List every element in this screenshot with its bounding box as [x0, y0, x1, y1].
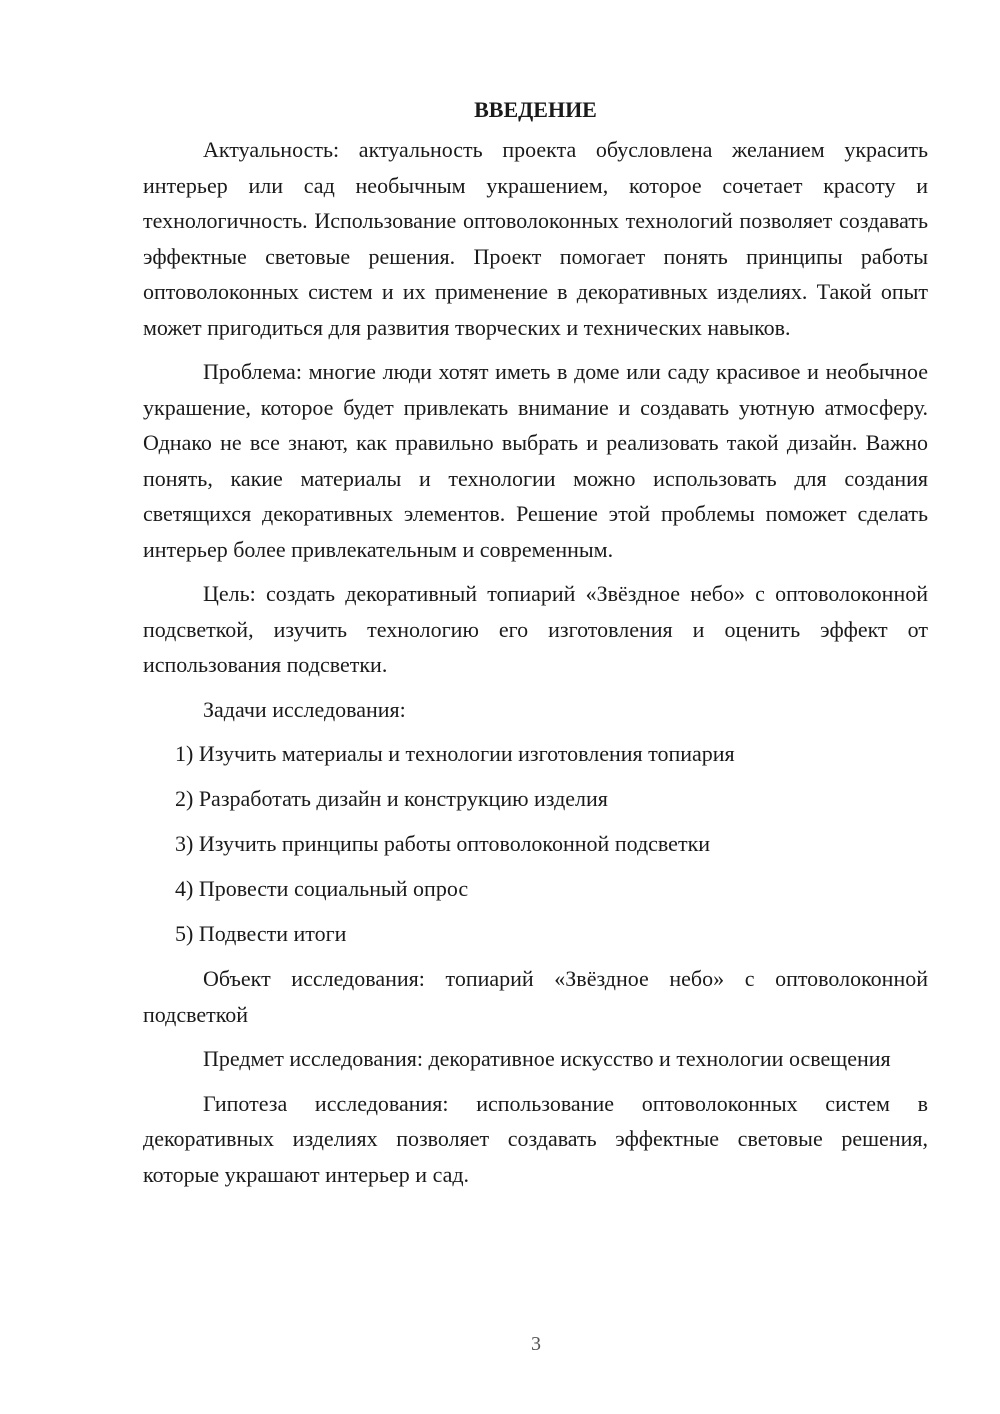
subject-paragraph: Предмет исследования: декоративное искусство и технологии освещения [203, 1046, 891, 1071]
page-number: 3 [531, 1333, 541, 1355]
tasks-list [143, 736, 928, 952]
hypothesis-paragraph: Гипотеза исследования: использование оптоволоконных систем в декоративных изделиях позволяет создавать эффектные световые решения, которые украшают интерьер и сад. [143, 1090, 928, 1187]
relevance-paragraph: Актуальность: актуальность проекта обусловлена желанием украсить интерьер или сад необычным украшением, которое сочетает красоту и технологичность. Использование оптоволоконных технологий позволяет создавать эффектные световые решения. Проект помогает понять принципы работы оптоволоконных систем и их применение в декоративных изделиях. Такой опыт может пригодиться для развития творческих и технических навыков. [143, 137, 928, 340]
tasks-heading: Задачи исследования: [203, 696, 406, 722]
object-paragraph: Объект исследования: топиарий «Звёздное небо» с оптоволоконной подсветкой [143, 966, 928, 1027]
task-item: 2) Разработать дизайн и конструкцию изделия [175, 786, 608, 811]
goal-paragraph: Цель: создать декоративный топиарий «Звёздное небо» с оптоволоконной подсветкой, изучить технологию его изготовления и оценить эффект от использования подсветки. [143, 581, 928, 677]
task-item: 1) Изучить материалы и технологии изготовления топиария [175, 741, 735, 766]
problem-paragraph: Проблема: многие люди хотят иметь в доме или саду красивое и необычное украшение, которое будет привлекать внимание и создавать уютную атмосферу. Однако не все знают, как правильно выбрать и реализовать такой дизайн. Важно понять, какие материалы и технологии можно использовать для создания светящихся декоративных элементов. Решение этой проблемы поможет сделать интерьер более привлекательным и современным. [143, 359, 928, 562]
section-title: ВВЕДЕНИЕ [474, 97, 597, 122]
task-item: 5) Подвести итоги [175, 921, 347, 946]
page-content [143, 92, 928, 1201]
task-item: 3) Изучить принципы работы оптоволоконной подсветки [175, 831, 711, 856]
task-item: 4) Провести социальный опрос [175, 876, 469, 901]
